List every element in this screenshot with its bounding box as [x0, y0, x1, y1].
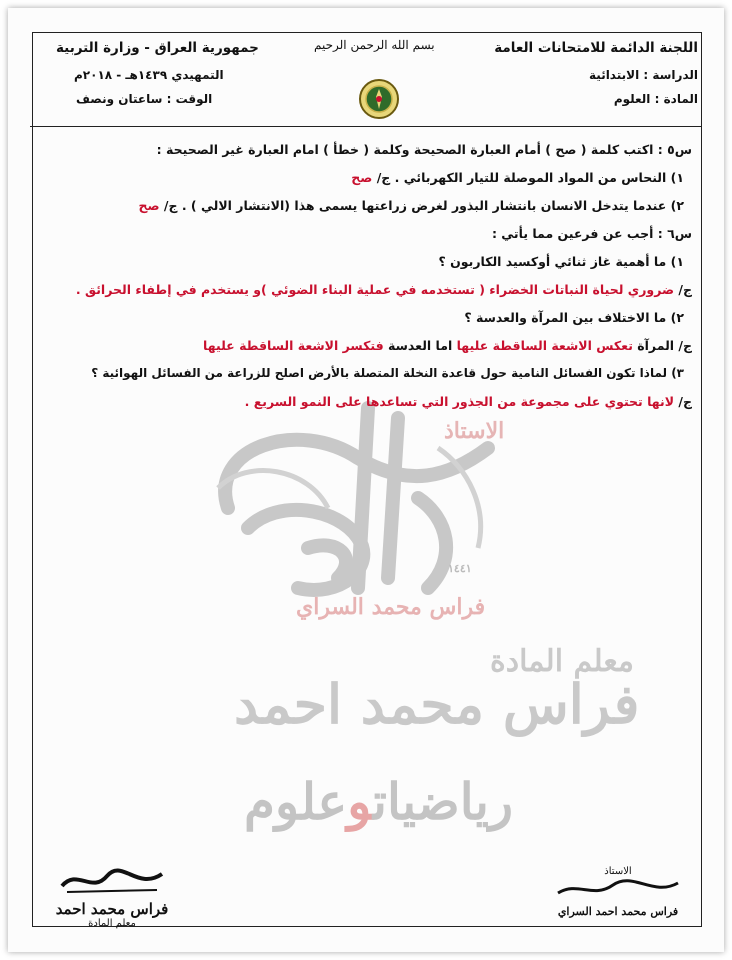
q6-answer-1-text: ضروري لحياة النباتات الخضراء ( تستخدمه في عملية البناء الضوئي )و يستخدم في إطفاء الحرائق . [75, 282, 675, 297]
watermark-subjects-a: رياضيات [373, 772, 514, 831]
q6-answer-1-prefix: ج/ [678, 282, 692, 297]
watermark-ustadh: الاستاذ [444, 418, 505, 444]
left-signature-role: معلم المادة [88, 918, 136, 929]
subject-label: المادة : العلوم [613, 92, 698, 106]
q6-answer-3-text: لانها تحتوي على مجموعة من الجذور التي تساعدها على النمو السريع . [244, 394, 675, 409]
left-signature-name: فراس محمد احمد [55, 900, 169, 918]
committee-title: اللجنة الدائمة للامتحانات العامة [494, 40, 698, 56]
q5-item-1 [351, 170, 684, 185]
q5-item-2 [138, 198, 684, 213]
header-divider [30, 126, 702, 127]
watermark-year: ١٤٤١ [448, 562, 472, 575]
ministry-emblem-icon [358, 78, 400, 120]
left-signature [52, 866, 172, 929]
q6-answer-2-prefix: ج/ المرآة [637, 338, 692, 353]
right-signature [548, 866, 688, 918]
right-signature-scribble-icon [553, 877, 683, 901]
watermark-teacher: معلم المادة [490, 644, 634, 679]
q6-question-1: ١) ما أهمية غاز ثنائي أوكسيد الكاربون ؟ [438, 254, 684, 269]
country-ministry: جمهورية العراق - وزارة التربية [56, 40, 259, 56]
q6-answer-2-text2: فتكسر الاشعة الساقطة عليها [203, 338, 384, 353]
watermark-name-small: فراس محمد السراي [296, 594, 486, 620]
watermark-name-big: فراس محمد احمد [234, 672, 640, 736]
q5-item-2-text: ٢) عندما يتدخل الانسان بانتشار البذور لغرض زراعتها يسمى هذا (الانتشار الالي ) . ج/ [163, 198, 684, 213]
exam-page [8, 8, 724, 952]
q6-answer-1 [76, 282, 692, 297]
left-signature-scribble-icon [57, 866, 167, 896]
study-level: الدراسة : الابتدائية [589, 68, 698, 82]
watermark-subjects [244, 772, 513, 831]
q6-answer-2-middle: اما العدسة [388, 338, 453, 353]
basmala: بسم الله الرحمن الرحيم [314, 38, 435, 52]
q5-title: س٥ : اكتب كلمة ( صح ) أمام العبارة الصحيحة وكلمة ( خطأ ) امام العبارة غير الصحيحة : [156, 142, 692, 157]
q6-question-2: ٢) ما الاختلاف بين المرآة والعدسة ؟ [464, 310, 684, 325]
q6-answer-3 [245, 394, 692, 409]
right-signature-name: فراس محمد احمد السراي [557, 905, 679, 918]
exam-time: الوقت : ساعتان ونصف [76, 92, 213, 106]
q5-item-2-answer: صح [138, 198, 160, 213]
watermark-subjects-and: و [347, 772, 374, 831]
exam-session: التمهيدي ١٤٣٩هـ - ٢٠١٨م [74, 68, 224, 82]
q6-answer-3-prefix: ج/ [678, 394, 692, 409]
q5-item-1-answer: صح [351, 170, 373, 185]
q6-answer-2-text: تعكس الاشعة الساقطة عليها [456, 338, 633, 353]
watermark-subjects-b: علوم [244, 772, 348, 831]
right-signature-title: الاستاذ [604, 866, 632, 877]
q6-question-3: ٣) لماذا تكون الفسائل النامية حول قاعدة النخلة المتصلة بالأرض اصلح للزراعة من الفسائل الهوائية ؟ [91, 366, 684, 380]
q6-title: س٦ : أجب عن فرعين مما يأتي : [491, 226, 692, 241]
q5-item-1-text: ١) النحاس من المواد الموصلة للتيار الكهربائي . ج/ [376, 170, 684, 185]
q6-answer-2 [203, 338, 692, 353]
